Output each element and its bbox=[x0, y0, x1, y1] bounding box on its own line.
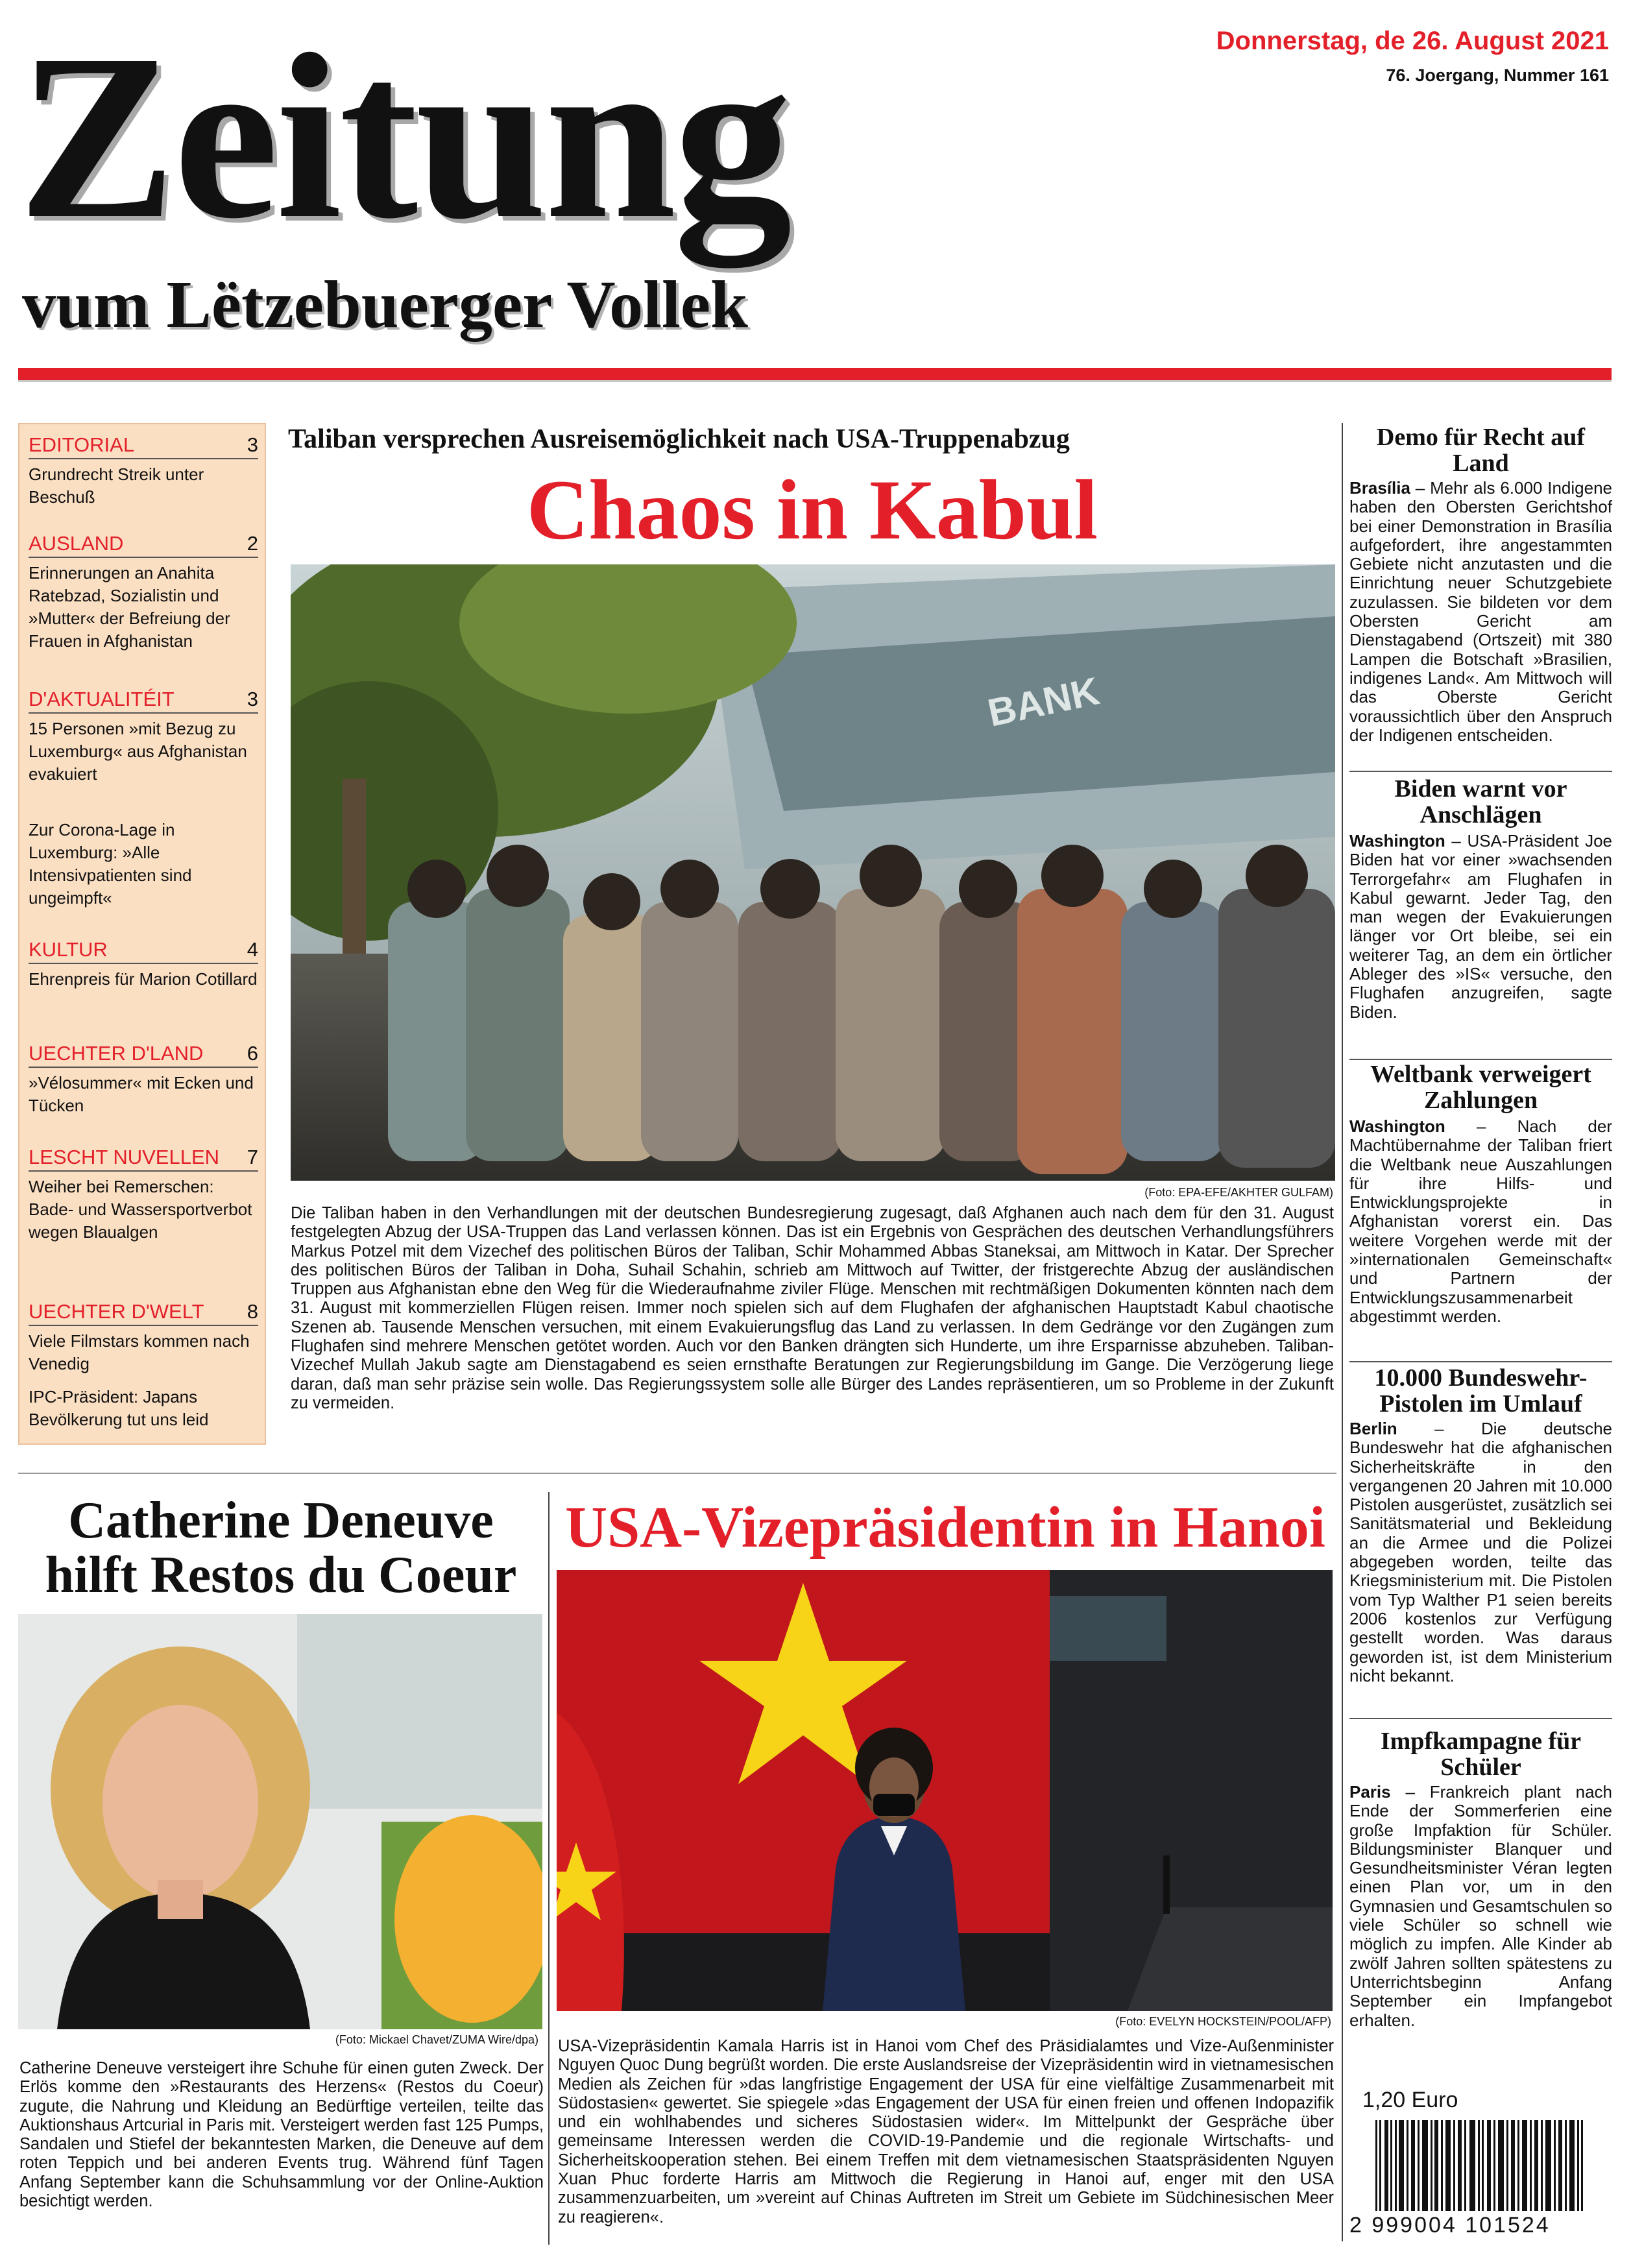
barcode-number: 2 999004 101524 bbox=[1349, 2211, 1613, 2239]
column-divider bbox=[548, 1492, 550, 2245]
index-item[interactable]: Erinnerungen an Anahita Ratebzad, Sozialistin und »Mutter« der Befreiung der Frauen in Afghanistan bbox=[29, 563, 230, 651]
index-section-kultur[interactable] bbox=[29, 937, 258, 964]
index-section-label: KULTUR bbox=[29, 938, 108, 961]
index-page-number: 3 bbox=[247, 688, 258, 710]
index-page-number: 7 bbox=[247, 1146, 258, 1168]
brief-title[interactable]: 10.000 Bundeswehr-Pistolen im Umlauf bbox=[1374, 1364, 1588, 1418]
brief-title[interactable]: Weltbank verweigert Zahlungen bbox=[1370, 1061, 1591, 1114]
brief-text bbox=[1349, 1783, 1612, 2068]
brief-body: – USA-Präsident Joe Biden hat vor einer »wachsenden Terrorgefahr« am Flughafen in Kabul gewarnt. Jeder Tag, den man wegen der Evakuierungen länger vor Ort bleibe, sei ein weiterer Tag, an dem ein örtlicher Ableger des »IS« versuche, den Flughafen anzugreifen, sagte Biden. bbox=[1349, 831, 1612, 1022]
bank-sign-text: BANK bbox=[984, 669, 1104, 735]
deneuve-body: Catherine Deneuve versteigert ihre Schuhe für einen guten Zweck. Der Erlös komme den »Restaurants des Herzens« (Restos du Coeur) zugute, die Nahrung und Kleidung an Bedürftige verteilen, teilte das Auktionshaus Artcurial in Paris mit. Versteigert werden fast 125 Pumps, Sandalen und Stiefel der bekanntesten Marken, die Deneuve auf dem roten Teppich und bei anderen Events trug. Während fünf Tagen Anfang September kann die Schuhsammlung vor der Online-Auktion besichtigt werden. bbox=[19, 2059, 544, 2211]
brief-title[interactable]: Impfkampagne für Schüler bbox=[1380, 1728, 1582, 1781]
masthead-title: Zeitung bbox=[18, 5, 790, 267]
index-item[interactable]: Viele Filmstars kommen nach Venedig bbox=[29, 1331, 250, 1373]
brief-divider bbox=[1349, 1059, 1612, 1060]
deneuve-photo-credit: (Foto: Mickael Chavet/ZUMA Wire/dpa) bbox=[335, 2033, 538, 2046]
index-page-number: 2 bbox=[247, 532, 258, 555]
index-section-lescht-nuvellen[interactable] bbox=[29, 1144, 258, 1172]
index-page-number: 8 bbox=[247, 1300, 258, 1323]
lead-body: Die Taliban haben in den Verhandlungen mit der deutschen Bundesregierung zugesagt, daß Afghanen auch nach dem für den 31. August festgelegten Abzug der USA-Truppen das Land verlassen können. Das ist ein Ergebnis von Gesprächen des deutschen Verhandlungsführers Markus Potzel mit dem Vizechef des politischen Büros der Taliban, Schir Mohammed Abbas Staneksai, am Mittwoch in Katar. Der Sprecher des politischen Büros der Taliban in Doha, Suhail Schahin, schrieb am Mittwoch auf Twitter, der fristgerechte Abzug der ausländischen Truppen aus Afghanistan ebne den Weg für die Wiederaufnahme ziviler Flüge. Menschen mit rechtmäßigen Dokumenten könnten nach dem 31. August mit kommerziellen Flügen reisen. Immer noch spielen sich auf dem Flughafen der afghanischen Hauptstadt Kabul chaotische Szenen ab. Tausende Menschen versuchen, mit einem Evakuierungsflug das Land zu verlassen. In dem Gedränge vor den Zugängen zum Flughafen sind mehrere Menschen getötet worden. Auch vor den Banken drängten sich Hunderte, um ihre Ersparnisse abzuheben. Taliban-Vizechef Mullah Jakub sagte am Dienstagabend es seien ernsthafte Beratungen zur Regierungsbildung im Gange. Die Verzögerung liege daran, daß man sehr präzise sein wolle. Das Regierungssystem solle alle Bürger des Landes repräsentieren, um so Probleme in der Zukunft zu vermeiden. bbox=[291, 1204, 1334, 1412]
index-item[interactable]: 15 Personen »mit Bezug zu Luxemburg« aus Afghanistan evakuiert bbox=[29, 719, 247, 784]
hanoi-photo bbox=[557, 1570, 1333, 2011]
brief-title[interactable]: Biden warnt vor Anschlägen bbox=[1394, 775, 1567, 828]
harris-body: USA-Vizepräsidentin Kamala Harris ist in Hanoi vom Chef des Präsidialamtes und Vize-Außenminister Nguyen Quoc Dung begrüßt worden. Die erste Auslandsreise der Vizepräsidentin wird in vietnamesischen Medien als Zeichen für »das langfristige Engagement der USA für eine vielfältige Zusammenarbeit mit Südostasien« gewertet. Sie spiegele »das Engagement der USA für einen freien und offenen Indopazifik und ein wohlhabendes und sicheres Südostasien wider«. Im Mittelpunkt der Gespräche über gemeinsame Interessen werden die COVID-19-Pandemie und die regionale Wirtschafts- und Sicherheitskooperation stehen. Bei einem Treffen mit dem vietnamesischen Staatspräsidenten Nguyen Xuan Phuc forderte Harris am Mittwoch die Regierung in Hanoi auf, enger mit den USA zusammenzuarbeiten, um »vereint auf Chinas Auftreten im Streit um Gebiete im Südchinesischen Meer zu reagieren«. bbox=[558, 2037, 1334, 2226]
brief-dateline: Washington bbox=[1349, 1116, 1445, 1136]
brief-divider bbox=[1349, 771, 1612, 772]
brief-dateline: Washington bbox=[1349, 831, 1445, 850]
index-section-uechter-dland[interactable] bbox=[29, 1041, 258, 1068]
lead-headline[interactable]: Chaos in Kabul bbox=[526, 462, 1098, 557]
harris-photo-credit: (Foto: EVELYN HOCKSTEIN/POOL/AFP) bbox=[1115, 2015, 1331, 2028]
brief-divider bbox=[1349, 1361, 1612, 1362]
masthead-divider-shadow bbox=[18, 380, 1612, 382]
lead-kicker: Taliban versprechen Ausreisemöglichkeit nach USA-Truppenabzug bbox=[288, 424, 1070, 454]
lead-photo-credit: (Foto: EPA-EFE/AKHTER GULFAM) bbox=[1144, 1186, 1333, 1199]
index-section-editorial[interactable] bbox=[29, 432, 258, 459]
index-section-aktualiteit[interactable] bbox=[29, 686, 258, 714]
brief-body: – Mehr als 6.000 Indigene haben den Obersten Gerichtshof bei einer Demonstration in Brasília aufgefordert, ihre angestammten Gebiete nicht anzutasten und die Einrichtung neuer Schutzgebiete zuzulassen. Sie bildeten vor dem Obersten Gericht am Dienstagabend (Ortszeit) mit 380 Lampen die Botschaft »Brasilien, indigenes Land«. Am Mittwoch will das Oberste Gericht voraussichtlich über den Anspruch der Indigenen entscheiden. bbox=[1349, 478, 1612, 745]
brief-text bbox=[1349, 1419, 1612, 1705]
brief-divider bbox=[1349, 1718, 1612, 1719]
kabul-crowd-photo bbox=[291, 564, 1335, 1181]
index-item[interactable]: Zur Corona-Lage in Luxemburg: »Alle Intensivpatienten sind ungeimpft« bbox=[29, 820, 192, 908]
harris-photo bbox=[557, 1570, 1333, 2011]
index-page-number: 4 bbox=[247, 938, 258, 961]
issue-date: Donnerstag, de 26. August 2021 bbox=[1216, 27, 1609, 55]
deneuve-photo bbox=[18, 1614, 542, 2029]
brief-body: – Frankreich plant nach Ende der Sommerferien eine große Impfaktion für Schüler. Bildungsminister Blanquer und Gesundheitsminister Véran legten einen Plan vor, um in den Gymnasien und Gesamtschulen so viele Schüler so schnell wie möglich zu impfen. Alle Kinder ab zwölf Jahren sollten spätestens zu Unterrichtsbeginn Anfang September ein Impfangebot erhalten. bbox=[1349, 1782, 1612, 2030]
index-item[interactable]: Grundrecht Streik unter Beschuß bbox=[29, 464, 204, 507]
issue-number: 76. Joergang, Nummer 161 bbox=[1386, 66, 1609, 85]
index-section-label: D'AKTUALITÉIT bbox=[29, 688, 175, 710]
index-page-number: 6 bbox=[247, 1042, 258, 1065]
masthead-divider bbox=[18, 368, 1612, 380]
brief-dateline: Berlin bbox=[1349, 1419, 1397, 1438]
index-section-uechter-dwelt[interactable] bbox=[29, 1299, 258, 1326]
table-of-contents bbox=[18, 423, 266, 1445]
brief-text bbox=[1349, 832, 1612, 1050]
index-item[interactable]: »Vélosummer« mit Ecken und Tücken bbox=[29, 1073, 254, 1115]
section-divider bbox=[18, 1473, 1336, 1474]
brief-body: – Die deutsche Bundeswehr hat die afghanischen Sicherheitskräfte in den vergangenen 20 Jahren mit 10.000 Pistolen ausgerüstet, zusätzlich sei Sanitätsmaterial und Bekleidung an die Armee und die Polizei abgegeben worden, teilte das Kriegsministerium mit. Die Pistolen vom Typ Walther P1 seien bereits 2006 kostenlos zur Verfügung gestellt worden. Was daraus geworden ist, ist dem Ministerium nicht bekannt. bbox=[1349, 1419, 1612, 1685]
index-section-label: EDITORIAL bbox=[29, 433, 135, 456]
brief-dateline: Paris bbox=[1349, 1782, 1391, 1802]
portrait-photo bbox=[18, 1614, 542, 2029]
index-section-ausland[interactable] bbox=[29, 531, 258, 558]
brief-text bbox=[1349, 479, 1612, 764]
index-section-label: UECHTER D'WELT bbox=[29, 1300, 204, 1323]
brief-title[interactable]: Demo für Recht auf Land bbox=[1376, 424, 1586, 477]
lead-photo bbox=[291, 564, 1335, 1181]
brief-body: – Nach der Machtübernahme der Taliban friert die Weltbank neue Auszahlungen für ihre Hilfs- und Entwicklungsprojekte in Afghanistan vorerst ein. Das weitere Vorgehen werde mit der »internationalen Gemeinschaft« und Partnern der Entwicklungszusammenarbeit abgestimmt werden. bbox=[1349, 1116, 1612, 1326]
brief-text bbox=[1349, 1117, 1612, 1357]
column-divider bbox=[1342, 423, 1343, 2241]
brief-dateline: Brasília bbox=[1349, 478, 1410, 498]
deneuve-headline-line2: hilft Restos du Coeur bbox=[45, 1547, 517, 1604]
index-page-number: 3 bbox=[247, 433, 258, 456]
price: 1,20 Euro bbox=[1362, 2088, 1458, 2112]
index-section-label: AUSLAND bbox=[29, 532, 124, 555]
index-section-label: UECHTER D'LAND bbox=[29, 1042, 204, 1065]
deneuve-headline-line1: Catherine Deneuve bbox=[68, 1492, 494, 1549]
index-section-label: LESCHT NUVELLEN bbox=[29, 1146, 220, 1168]
index-item[interactable]: Weiher bei Remerschen: Bade- und Wassersportverbot wegen Blaualgen bbox=[29, 1177, 252, 1242]
deneuve-headline[interactable] bbox=[18, 1493, 544, 1602]
index-item[interactable]: Ehrenpreis für Marion Cotillard bbox=[29, 969, 258, 989]
masthead-subtitle: vum Lëtzebuerger Vollek bbox=[22, 267, 748, 342]
harris-headline[interactable]: USA-Vizepräsidentin in Hanoi bbox=[565, 1495, 1325, 1560]
index-item[interactable]: IPC-Präsident: Japans Bevölkerung tut uns leid bbox=[29, 1387, 209, 1429]
